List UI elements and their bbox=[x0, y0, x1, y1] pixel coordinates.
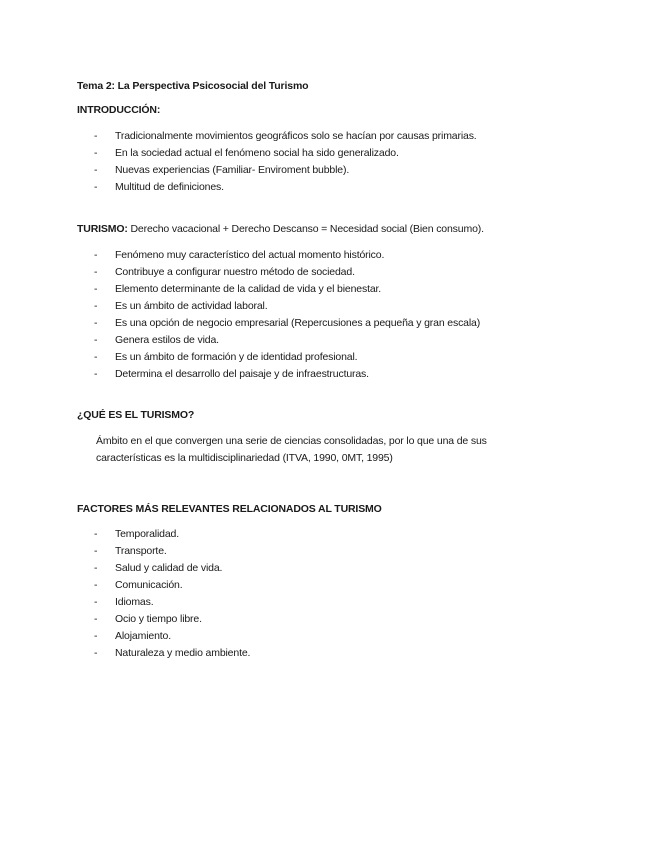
bullet-dash: - bbox=[94, 579, 98, 591]
turismo-definition bbox=[77, 222, 484, 236]
list-item-text: Fenómeno muy característico del actual momento histórico. bbox=[115, 249, 385, 261]
list-item-text: Salud y calidad de vida. bbox=[115, 562, 223, 574]
bullet-dash: - bbox=[94, 181, 98, 193]
list-item-text: Tradicionalmente movimientos geográficos solo se hacían por causas primarias. bbox=[115, 130, 477, 142]
list-item-text: Multitud de definiciones. bbox=[115, 181, 224, 193]
list-item-text: Alojamiento. bbox=[115, 630, 171, 642]
bullet-dash: - bbox=[94, 647, 98, 659]
bullet-dash: - bbox=[94, 351, 98, 363]
list-item-text: Es un ámbito de actividad laboral. bbox=[115, 300, 268, 312]
list-item-text: Transporte. bbox=[115, 545, 167, 557]
que-es-line-1: Ámbito en el que convergen una serie de ciencias consolidadas, por lo que una de sus bbox=[96, 435, 487, 447]
list-item-text: Nuevas experiencias (Familiar- Enviroment bubble). bbox=[115, 164, 350, 176]
bullet-dash: - bbox=[94, 164, 98, 176]
bullet-dash: - bbox=[94, 300, 98, 312]
list-item-text: Genera estilos de vida. bbox=[115, 334, 219, 346]
bullet-dash: - bbox=[94, 317, 98, 329]
list-item-text: Determina el desarrollo del paisaje y de infraestructuras. bbox=[115, 368, 369, 380]
list-item-text: Es una opción de negocio empresarial (Repercusiones a pequeña y gran escala) bbox=[115, 317, 481, 329]
bullet-dash: - bbox=[94, 562, 98, 574]
bullet-dash: - bbox=[94, 630, 98, 642]
list-item-text: Temporalidad. bbox=[115, 528, 180, 540]
list-item-text: Idiomas. bbox=[115, 596, 154, 608]
bullet-dash: - bbox=[94, 596, 98, 608]
bullet-dash: - bbox=[94, 130, 98, 142]
bullet-dash: - bbox=[94, 368, 98, 380]
list-item-text: Contribuye a configurar nuestro método de sociedad. bbox=[115, 266, 355, 278]
bullet-dash: - bbox=[94, 613, 98, 625]
bullet-dash: - bbox=[94, 545, 98, 557]
list-item-text: Comunicación. bbox=[115, 579, 183, 591]
document-title: Tema 2: La Perspectiva Psicosocial del Turismo bbox=[77, 80, 309, 92]
que-es-line-2: características es la multidisciplinariedad (ITVA, 1990, 0MT, 1995) bbox=[96, 452, 393, 464]
list-item-text: En la sociedad actual el fenómeno social ha sido generalizado. bbox=[115, 147, 399, 159]
list-item-text: Es un ámbito de formación y de identidad profesional. bbox=[115, 351, 358, 363]
factores-heading: FACTORES MÁS RELEVANTES RELACIONADOS AL TURISMO bbox=[77, 503, 382, 515]
bullet-dash: - bbox=[94, 249, 98, 261]
bullet-dash: - bbox=[94, 147, 98, 159]
que-es-paragraph bbox=[96, 433, 556, 467]
turismo-label: TURISMO: bbox=[77, 223, 128, 235]
bullet-dash: - bbox=[94, 266, 98, 278]
list-item-text: Elemento determinante de la calidad de vida y el bienestar. bbox=[115, 283, 382, 295]
intro-heading: INTRODUCCIÓN: bbox=[77, 104, 161, 116]
list-item-text: Ocio y tiempo libre. bbox=[115, 613, 202, 625]
bullet-dash: - bbox=[94, 528, 98, 540]
que-es-heading: ¿QUÉ ES EL TURISMO? bbox=[77, 409, 195, 421]
turismo-definition-text: Derecho vacacional + Derecho Descanso = Necesidad social (Bien consumo). bbox=[127, 223, 484, 235]
bullet-dash: - bbox=[94, 334, 98, 346]
bullet-dash: - bbox=[94, 283, 98, 295]
list-item-text: Naturaleza y medio ambiente. bbox=[115, 647, 251, 659]
